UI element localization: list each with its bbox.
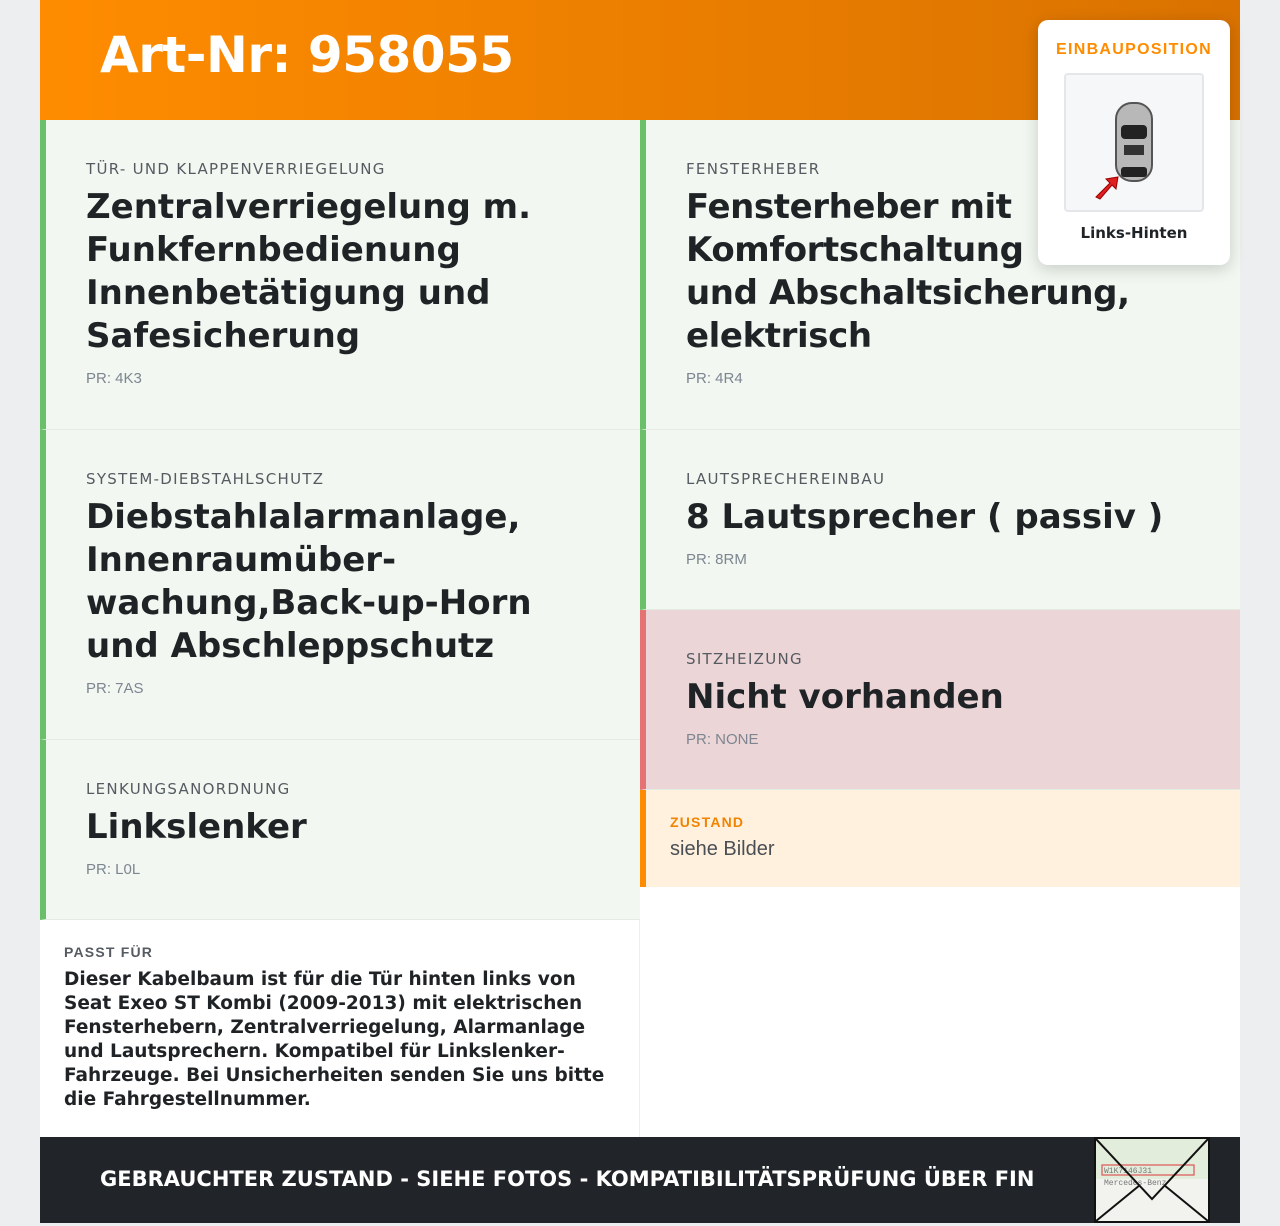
feature-value: Zentralverriegelung m. Funkfernbedienung Innenbetätigung und Safesicherung bbox=[86, 187, 531, 356]
page bbox=[40, 0, 1240, 1223]
feature-value: Diebstahlalarmanlage, Innenraumüber-wachung,Back-up-Horn und Abschleppschutz bbox=[86, 497, 532, 666]
fits-for-box bbox=[40, 920, 640, 1137]
feature-seat-heating bbox=[640, 610, 1240, 790]
condition-value: siehe Bilder bbox=[670, 838, 775, 860]
feature-category: FENSTERHEBER bbox=[686, 160, 821, 178]
feature-category: LAUTSPRECHEREINBAU bbox=[686, 470, 886, 488]
article-number: Art-Nr: 958055 bbox=[100, 26, 514, 84]
fits-for-label: PASST FÜR bbox=[64, 944, 154, 960]
mounting-position-card bbox=[1038, 20, 1230, 265]
feature-value: Linkslenker bbox=[86, 807, 307, 847]
feature-pr: PR: L0L bbox=[86, 861, 141, 878]
mounting-position-label: EINBAUPOSITION bbox=[1056, 41, 1212, 58]
fits-for-text: Dieser Kabelbaum ist für die Tür hinten links von Seat Exeo ST Kombi (2009-2013) mit elektrischen Fensterhebern, Zentralverriegelung, Alarmanlage und Lautsprechern. Kompatibel für Linkslenker-Fahrzeuge. Bei Unsicherheiten senden Sie uns bitte die Fahrgestellnummer. bbox=[64, 969, 605, 1110]
condition-box bbox=[640, 790, 1240, 887]
feature-category: SYSTEM-DIEBSTAHLSCHUTZ bbox=[86, 470, 325, 488]
footer-text: GEBRAUCHTER ZUSTAND - SIEHE FOTOS - KOMPATIBILITÄTSPRÜFUNG ÜBER FIN bbox=[100, 1167, 1035, 1191]
feature-value: 8 Lautsprecher ( passiv ) bbox=[686, 497, 1164, 537]
condition-label: ZUSTAND bbox=[670, 814, 745, 830]
feature-steering bbox=[40, 740, 640, 920]
feature-category: TÜR- UND KLAPPENVERRIEGELUNG bbox=[86, 160, 386, 178]
svg-text:Mercedes-Benz: Mercedes-Benz bbox=[1104, 1179, 1167, 1188]
footer-banner bbox=[40, 1137, 1240, 1223]
feature-door-locking bbox=[40, 120, 640, 430]
feature-pr: PR: NONE bbox=[686, 731, 759, 748]
mounting-position-value: Links-Hinten bbox=[1080, 224, 1188, 242]
feature-value: Fensterheber mit Komfortschaltung und Abschaltsicherung, elektrisch bbox=[686, 187, 1130, 356]
vin-envelope-image bbox=[1094, 1137, 1210, 1223]
feature-value: Nicht vorhanden bbox=[686, 677, 1004, 717]
feature-pr: PR: 7AS bbox=[86, 680, 144, 697]
car-position-image bbox=[1064, 73, 1204, 212]
svg-text:W1K7146J31: W1K7146J31 bbox=[1104, 1167, 1153, 1176]
feature-anti-theft bbox=[40, 430, 640, 740]
feature-pr: PR: 4R4 bbox=[686, 370, 743, 387]
feature-category: SITZHEIZUNG bbox=[686, 650, 803, 668]
feature-pr: PR: 8RM bbox=[686, 551, 747, 568]
feature-pr: PR: 4K3 bbox=[86, 370, 142, 387]
feature-category: LENKUNGSANORDNUNG bbox=[86, 780, 291, 798]
feature-speakers bbox=[640, 430, 1240, 610]
